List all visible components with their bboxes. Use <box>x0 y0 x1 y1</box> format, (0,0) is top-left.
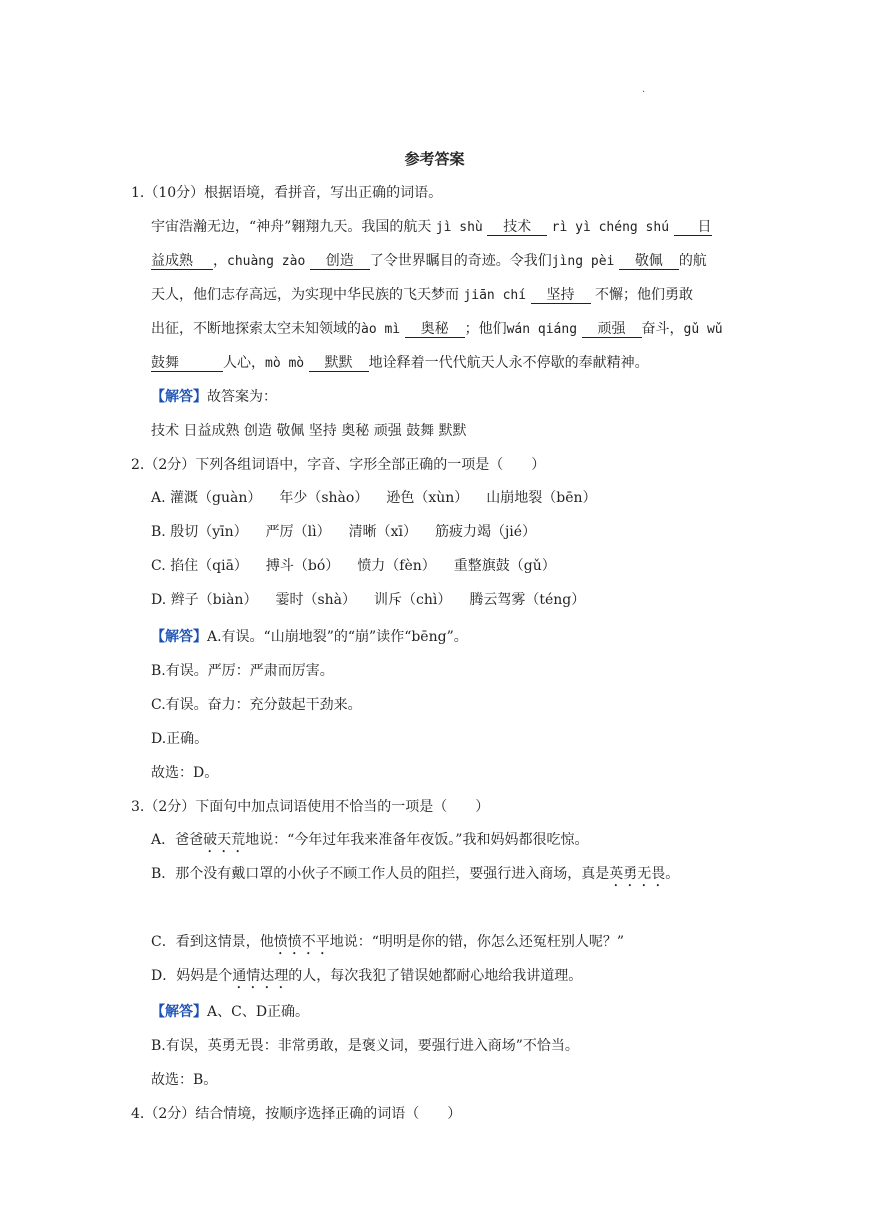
term: 灌溉（guàn） <box>170 490 262 506</box>
dotted-term: 愤愤不平 <box>273 934 330 950</box>
text: C．看到这情景，他 <box>151 934 274 950</box>
term: 逊色（xùn） <box>386 490 469 506</box>
answer-blank: 创造 <box>310 253 370 270</box>
term: 筋疲力竭（jié） <box>434 524 537 540</box>
pinyin: mò mò <box>265 356 305 371</box>
page-title: 参考答案 <box>404 150 465 168</box>
text: D．妈妈是个 <box>151 968 233 984</box>
pinyin: wán qiáng <box>506 322 578 337</box>
answer-blank: 顽强 <box>582 321 642 338</box>
pinyin: chuàng zào <box>227 254 306 269</box>
term: 年少（shào） <box>279 490 369 506</box>
pinyin: jìng pèi <box>551 254 615 269</box>
q2-option-c <box>151 555 556 575</box>
q3-explanation: B.有误，英勇无畏：非常勇敢，是褒义词，要强行进入商场”不恰当。 <box>151 1038 579 1054</box>
page-mark: . <box>642 84 646 95</box>
pinyin: ào mì <box>361 322 401 337</box>
term: 愤力（fèn） <box>357 558 436 574</box>
option-letter: B. <box>151 524 166 540</box>
q2-heading: 2.（2分）下列各组词语中，字音、字形全部正确的一项是（ ） <box>131 457 546 473</box>
text: A．爸爸 <box>151 832 204 848</box>
text: A.有误。“山崩地裂”的“崩”读作“bēng”。 <box>207 629 468 645</box>
q3-heading: 3.（2分）下面句中加点词语使用不恰当的一项是（ ） <box>131 799 490 815</box>
text: 的人，每次我犯了错误她都耐心地给我讲道理。 <box>288 968 583 984</box>
dotted-term: 通情达理 <box>232 968 289 984</box>
answer-blank: 敬佩 <box>619 253 679 270</box>
text: 了令世界瞩目的奇迹。令我们 <box>369 253 552 269</box>
text: 天人，他们志存高远，为实现中华民族的飞天梦而 <box>151 287 464 303</box>
term: 殷切（yīn） <box>170 524 248 540</box>
q1-solution <box>151 386 277 406</box>
answer-blank: 鼓舞 <box>151 355 223 372</box>
text: 地说：“明明是你的错，你怎么还冤枉别人呢？” <box>329 934 625 950</box>
solution-label: 【解答】 <box>151 629 207 645</box>
term: 霎时（shà） <box>275 592 357 608</box>
q1-passage-line-5 <box>151 352 649 372</box>
q2-solution-b: B.有误。严厉：严肃而厉害。 <box>151 663 334 679</box>
q3-option-a <box>151 829 588 856</box>
pinyin: rì yì chéng shú <box>551 220 670 235</box>
text: 故答案为： <box>207 389 277 405</box>
text: 。 <box>665 866 680 882</box>
text: 不懈；他们勇敢 <box>590 287 693 303</box>
text: 人心， <box>223 355 265 371</box>
pinyin: jì shù <box>435 220 483 235</box>
q4-heading: 4.（2分）结合情境，按顺序选择正确的词语（ ） <box>131 1106 462 1122</box>
q1-heading: 1.（10分）根据语境，看拼音，写出正确的词语。 <box>131 185 443 201</box>
q3-choice: 故选：B。 <box>151 1072 218 1088</box>
answer-blank: 奥秘 <box>405 321 465 338</box>
dotted-term: 破天荒 <box>203 832 246 848</box>
text: 的航 <box>678 253 707 269</box>
term: 训斥（chì） <box>374 592 452 608</box>
pinyin: jiān chí <box>463 288 527 303</box>
q2-option-a <box>151 487 597 507</box>
solution-label: 【解答】 <box>151 1004 207 1020</box>
dotted-term: 英勇无畏 <box>609 866 666 882</box>
q3-solution <box>151 1001 309 1021</box>
text: B．那个没有戴口罩的小伙子不顾工作人员的阻拦，要强行进入商场，真是 <box>151 866 610 882</box>
text: A、C、D正确。 <box>207 1004 310 1020</box>
option-letter: D. <box>151 592 167 608</box>
answer-blank: 技术 <box>487 219 547 236</box>
q2-solution-a <box>151 626 468 646</box>
q1-passage-line-4 <box>151 318 723 338</box>
q1-passage-line-2 <box>151 250 707 270</box>
q2-option-d <box>151 589 585 609</box>
answer-blank: 坚持 <box>531 287 591 304</box>
term: 搏斗（bó） <box>265 558 340 574</box>
q2-option-b <box>151 521 536 541</box>
solution-label: 【解答】 <box>151 389 207 405</box>
text: 地诠释着一代代航天人永不停歇的奉献精神。 <box>368 355 649 371</box>
answer-blank: 默默 <box>309 355 369 372</box>
text: 地说：“今年过年我来准备年夜饭。”我和妈妈都很吃惊。 <box>245 832 589 848</box>
text: 奋斗， <box>641 321 684 337</box>
term: 掐住（qiā） <box>170 558 248 574</box>
option-letter: A. <box>151 490 166 506</box>
term: 辫子（biàn） <box>170 592 258 608</box>
q1-passage-line-1 <box>151 216 712 236</box>
q2-choice: 故选：D。 <box>151 765 219 781</box>
term: 严厉（lì） <box>265 524 331 540</box>
term: 山崩地裂（bēn） <box>486 490 597 506</box>
term: 腾云驾雾（téng） <box>469 592 586 608</box>
q3-option-d <box>151 965 582 992</box>
q1-passage-line-3 <box>151 284 693 304</box>
text: ， <box>213 253 227 269</box>
q3-option-c <box>151 931 624 958</box>
q1-answers: 技术 日益成熟 创造 敬佩 坚持 奥秘 顽强 鼓舞 默默 <box>151 423 467 439</box>
q3-option-b <box>151 863 679 890</box>
q2-solution-d: D.正确。 <box>151 731 209 747</box>
text: 出征，不断地探索太空未知领域的 <box>151 321 361 337</box>
answer-blank: 益成熟 <box>151 253 213 270</box>
term: 清晰（xī） <box>348 524 417 540</box>
pinyin: gǔ wǔ <box>683 322 723 337</box>
q2-solution-c: C.有误。奋力：充分鼓起干劲来。 <box>151 697 362 713</box>
term: 重整旗鼓（gǔ） <box>453 558 556 574</box>
text: 宇宙浩瀚无边，“神舟”翱翔九天。我国的航天 <box>151 219 436 235</box>
answer-blank: 日 <box>674 219 712 236</box>
text: ；他们 <box>464 321 507 337</box>
option-letter: C. <box>151 558 166 574</box>
